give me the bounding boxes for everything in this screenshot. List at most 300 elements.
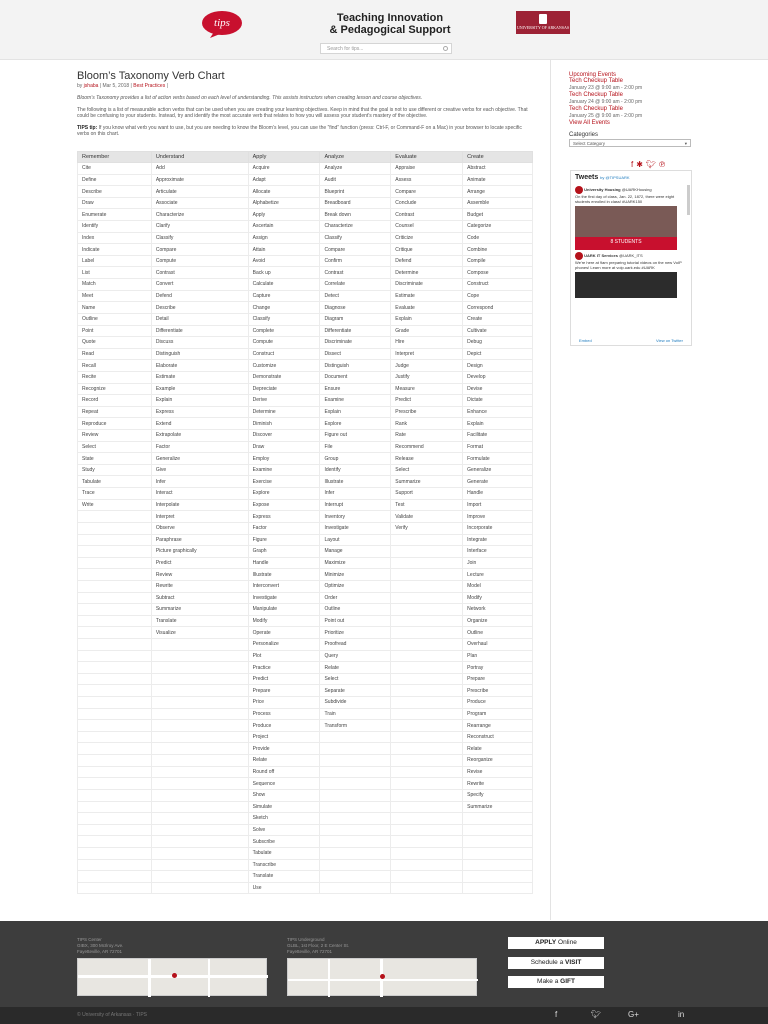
- table-cell: Code: [463, 232, 533, 244]
- table-cell: Detect: [320, 290, 391, 302]
- table-cell: Avoid: [248, 255, 320, 267]
- table-row: [78, 522, 533, 534]
- table-cell: [78, 755, 152, 767]
- table-row: [78, 824, 533, 836]
- table-cell: [320, 766, 391, 778]
- table-cell: Format: [463, 441, 533, 453]
- table-cell: Compile: [463, 255, 533, 267]
- embed-link[interactable]: Embed: [579, 338, 592, 343]
- avatar: [575, 252, 583, 260]
- table-row: [78, 430, 533, 442]
- table-cell: [391, 557, 463, 569]
- table-cell: [391, 836, 463, 848]
- table-cell: [320, 789, 391, 801]
- table-cell: Diagram: [320, 313, 391, 325]
- table-row: [78, 650, 533, 662]
- table-cell: [391, 847, 463, 859]
- table-cell: Graph: [248, 546, 320, 558]
- table-row: [78, 255, 533, 267]
- author-link[interactable]: jshaba: [83, 83, 99, 89]
- schedule-visit-button[interactable]: [508, 957, 604, 969]
- table-row: [78, 267, 533, 279]
- table-cell: Explore: [248, 488, 320, 500]
- table-cell: Subtract: [151, 592, 248, 604]
- table-cell: Elaborate: [151, 360, 248, 372]
- table-cell: Predict: [391, 395, 463, 407]
- table-cell: [151, 720, 248, 732]
- table-cell: Breadboard: [320, 197, 391, 209]
- table-cell: [151, 836, 248, 848]
- table-row: [78, 313, 533, 325]
- table-cell: Arrange: [463, 186, 533, 198]
- table-cell: [151, 801, 248, 813]
- table-cell: [391, 720, 463, 732]
- table-cell: Prescribe: [391, 406, 463, 418]
- table-row: [78, 546, 533, 558]
- table-cell: Interpret: [151, 511, 248, 523]
- table-cell: Rank: [391, 418, 463, 430]
- tweets-by[interactable]: by @TIPSUARK: [600, 175, 630, 180]
- table-cell: Evaluate: [391, 302, 463, 314]
- table-cell: Assemble: [463, 197, 533, 209]
- table-row: [78, 720, 533, 732]
- table-cell: Maximize: [320, 557, 391, 569]
- table-cell: Index: [78, 232, 152, 244]
- table-cell: Relate: [248, 755, 320, 767]
- linkedin-icon[interactable]: in: [678, 1010, 685, 1019]
- table-cell: Select: [320, 673, 391, 685]
- table-cell: Project: [248, 731, 320, 743]
- site-footer: [0, 921, 768, 1007]
- table-cell: [391, 592, 463, 604]
- search-icon[interactable]: [443, 46, 448, 51]
- table-cell: Explore: [320, 418, 391, 430]
- table-cell: Reconstruct: [463, 731, 533, 743]
- table-cell: Personalize: [248, 638, 320, 650]
- table-cell: Join: [463, 557, 533, 569]
- table-cell: Outline: [78, 313, 152, 325]
- table-cell: [320, 801, 391, 813]
- table-cell: [391, 824, 463, 836]
- table-cell: Reproduce: [78, 418, 152, 430]
- table-cell: Prepare: [463, 673, 533, 685]
- table-cell: Construct: [463, 279, 533, 291]
- table-cell: [78, 534, 152, 546]
- table-cell: [78, 604, 152, 616]
- table-cell: Order: [320, 592, 391, 604]
- table-cell: Add: [151, 163, 248, 175]
- table-cell: Modify: [248, 615, 320, 627]
- chevron-down-icon: ▾: [684, 141, 687, 146]
- table-row: [78, 813, 533, 825]
- table-cell: Rewrite: [463, 778, 533, 790]
- address-title: TIPS Underground: [287, 937, 325, 942]
- table-cell: Diagnose: [320, 302, 391, 314]
- table-cell: [78, 871, 152, 883]
- table-cell: Produce: [248, 720, 320, 732]
- table-cell: Import: [463, 499, 533, 511]
- table-cell: Practice: [248, 662, 320, 674]
- search-placeholder: Search for tips...: [327, 46, 364, 52]
- table-cell: Handle: [248, 557, 320, 569]
- table-cell: [151, 778, 248, 790]
- bottom-bar: [0, 1007, 768, 1024]
- table-cell: Complete: [248, 325, 320, 337]
- table-cell: [391, 731, 463, 743]
- table-row: [78, 743, 533, 755]
- table-cell: Confirm: [320, 255, 391, 267]
- table-row: [78, 232, 533, 244]
- table-cell: Example: [151, 383, 248, 395]
- table-cell: Ensure: [320, 383, 391, 395]
- map-tips-underground[interactable]: [287, 958, 477, 996]
- table-cell: Characterize: [320, 221, 391, 233]
- table-cell: Depreciate: [248, 383, 320, 395]
- page-title: Bloom’s Taxonomy Verb Chart: [77, 70, 225, 82]
- table-cell: Characterize: [151, 209, 248, 221]
- event-date: January 25 @ 9:00 am - 2:00 pm: [569, 113, 643, 119]
- table-cell: [78, 627, 152, 639]
- column-header: Remember: [78, 152, 152, 163]
- map-road: [208, 959, 210, 997]
- table-cell: Demonstrate: [248, 371, 320, 383]
- table-row: [78, 221, 533, 233]
- table-cell: [78, 836, 152, 848]
- table-cell: Interact: [151, 488, 248, 500]
- tweet-image[interactable]: [575, 272, 677, 298]
- table-cell: Recall: [78, 360, 152, 372]
- address-tips-center: [77, 937, 123, 955]
- tips-tip: [77, 125, 533, 137]
- table-cell: Capture: [248, 290, 320, 302]
- table-cell: Visualize: [151, 627, 248, 639]
- table-cell: Devise: [463, 383, 533, 395]
- view-all-events-link[interactable]: View All Events: [569, 120, 610, 126]
- table-cell: Contrast: [320, 267, 391, 279]
- table-cell: Picture graphically: [151, 546, 248, 558]
- tips-logo[interactable]: [200, 10, 244, 38]
- table-cell: Diminish: [248, 418, 320, 430]
- table-row: [78, 302, 533, 314]
- table-cell: [320, 847, 391, 859]
- table-cell: [391, 708, 463, 720]
- flickr-icon[interactable]: ✱: [636, 160, 646, 169]
- table-cell: Criticize: [391, 232, 463, 244]
- table-row: [78, 580, 533, 592]
- table-cell: Develop: [463, 371, 533, 383]
- event-title-link[interactable]: Tech Checkup Table: [569, 78, 623, 84]
- table-cell: [78, 766, 152, 778]
- table-cell: Lecture: [463, 569, 533, 581]
- table-cell: Select: [78, 441, 152, 453]
- table-cell: [391, 580, 463, 592]
- table-cell: Analyze: [320, 163, 391, 175]
- table-cell: Animate: [463, 174, 533, 186]
- table-cell: Debug: [463, 337, 533, 349]
- event-title-link[interactable]: Tech Checkup Table: [569, 106, 623, 112]
- timeline-scrollbar[interactable]: [687, 185, 690, 215]
- address-line: Fayetteville, AR 72701: [287, 949, 333, 954]
- table-cell: Transcribe: [248, 859, 320, 871]
- table-row: [78, 604, 533, 616]
- event-date: January 23 @ 9:00 am - 2:00 pm: [569, 85, 643, 91]
- table-cell: [78, 697, 152, 709]
- table-cell: Figure: [248, 534, 320, 546]
- table-cell: Convert: [151, 279, 248, 291]
- table-cell: Give: [151, 464, 248, 476]
- table-cell: Back up: [248, 267, 320, 279]
- table-row: [78, 697, 533, 709]
- table-cell: Label: [78, 255, 152, 267]
- table-cell: Adapt: [248, 174, 320, 186]
- map-road: [288, 979, 478, 981]
- table-cell: [391, 766, 463, 778]
- table-cell: Summarize: [151, 604, 248, 616]
- table-cell: Recommend: [391, 441, 463, 453]
- table-cell: Assign: [248, 232, 320, 244]
- tweet[interactable]: [575, 252, 687, 270]
- table-row: [78, 360, 533, 372]
- button-bold: VISIT: [565, 959, 582, 966]
- table-cell: [78, 708, 152, 720]
- table-cell: Recognize: [78, 383, 152, 395]
- table-cell: Compare: [151, 244, 248, 256]
- table-row: [78, 731, 533, 743]
- table-cell: [151, 882, 248, 894]
- table-cell: Optimize: [320, 580, 391, 592]
- table-cell: Estimate: [391, 290, 463, 302]
- table-cell: Rewrite: [151, 580, 248, 592]
- table-row: [78, 871, 533, 883]
- pinterest-icon[interactable]: ℗: [659, 160, 668, 169]
- table-row: [78, 847, 533, 859]
- table-cell: Support: [391, 488, 463, 500]
- table-cell: Create: [463, 313, 533, 325]
- table-cell: Measure: [391, 383, 463, 395]
- table-cell: Employ: [248, 453, 320, 465]
- table-cell: Extend: [151, 418, 248, 430]
- google-plus-icon[interactable]: G+: [628, 1010, 639, 1019]
- table-row: [78, 174, 533, 186]
- table-cell: Show: [248, 789, 320, 801]
- table-cell: Subscribe: [248, 836, 320, 848]
- table-cell: [391, 789, 463, 801]
- table-cell: Indicate: [78, 244, 152, 256]
- brand-line-2: & Pedagogical Support: [329, 24, 451, 36]
- table-cell: [78, 592, 152, 604]
- table-row: [78, 511, 533, 523]
- table-cell: [78, 546, 152, 558]
- table-cell: Depict: [463, 348, 533, 360]
- tweet[interactable]: [575, 186, 687, 204]
- table-cell: Repeat: [78, 406, 152, 418]
- table-cell: Portray: [463, 662, 533, 674]
- table-cell: Compare: [320, 244, 391, 256]
- table-cell: [151, 789, 248, 801]
- map-tips-center[interactable]: [77, 958, 267, 996]
- table-cell: [463, 882, 533, 894]
- table-cell: Integrate: [463, 534, 533, 546]
- table-cell: Infer: [320, 488, 391, 500]
- table-cell: Ascertain: [248, 221, 320, 233]
- table-cell: [391, 697, 463, 709]
- table-cell: Study: [78, 464, 152, 476]
- table-cell: Determine: [391, 267, 463, 279]
- table-cell: Specify: [463, 789, 533, 801]
- table-cell: [151, 813, 248, 825]
- facebook-icon[interactable]: f: [631, 160, 637, 169]
- table-cell: Examine: [320, 395, 391, 407]
- tweets-header: [571, 171, 691, 184]
- search-input[interactable]: [320, 43, 452, 54]
- table-cell: Break down: [320, 209, 391, 221]
- events-heading: Upcoming Events: [569, 72, 617, 78]
- facebook-icon[interactable]: f: [555, 1010, 558, 1019]
- table-cell: Categorize: [463, 221, 533, 233]
- table-cell: [391, 638, 463, 650]
- table-cell: Interpret: [391, 348, 463, 360]
- site-brand[interactable]: [290, 12, 490, 36]
- table-cell: Sketch: [248, 813, 320, 825]
- table-cell: Grade: [391, 325, 463, 337]
- table-row: [78, 534, 533, 546]
- table-cell: [78, 847, 152, 859]
- table-cell: Customize: [248, 360, 320, 372]
- table-cell: Allocate: [248, 186, 320, 198]
- table-cell: Tabulate: [78, 476, 152, 488]
- table-cell: Infer: [151, 476, 248, 488]
- event-title-link[interactable]: Tech Checkup Table: [569, 92, 623, 98]
- table-cell: [78, 615, 152, 627]
- table-cell: [78, 673, 152, 685]
- table-cell: Classify: [151, 232, 248, 244]
- twitter-icon[interactable]: 🐦︎: [591, 1010, 602, 1019]
- table-cell: Overhaul: [463, 638, 533, 650]
- table-cell: Derive: [248, 395, 320, 407]
- twitter-icon[interactable]: 🐦︎: [645, 160, 660, 169]
- table-cell: [391, 569, 463, 581]
- table-row: [78, 186, 533, 198]
- table-cell: Contrast: [391, 209, 463, 221]
- tweet-image[interactable]: [575, 206, 677, 250]
- table-cell: Judge: [391, 360, 463, 372]
- table-row: [78, 766, 533, 778]
- table-row: [78, 464, 533, 476]
- button-bold: GIFT: [560, 978, 575, 985]
- table-cell: [320, 778, 391, 790]
- table-cell: Express: [248, 511, 320, 523]
- table-cell: Articulate: [151, 186, 248, 198]
- table-cell: Differentiate: [151, 325, 248, 337]
- make-gift-button[interactable]: [508, 976, 604, 988]
- table-cell: Distinguish: [151, 348, 248, 360]
- table-cell: Translate: [151, 615, 248, 627]
- table-cell: Defend: [151, 290, 248, 302]
- avatar: [575, 186, 583, 194]
- table-cell: Review: [78, 430, 152, 442]
- table-cell: Cultivate: [463, 325, 533, 337]
- table-cell: Transform: [320, 720, 391, 732]
- table-cell: Solve: [248, 824, 320, 836]
- event-date: January 24 @ 9:00 am - 2:00 pm: [569, 99, 643, 105]
- table-cell: Predict: [248, 673, 320, 685]
- table-cell: Manipulate: [248, 604, 320, 616]
- table-cell: Compare: [391, 186, 463, 198]
- table-cell: [320, 871, 391, 883]
- table-cell: Subdivide: [320, 697, 391, 709]
- timeline-footer: [579, 338, 683, 343]
- table-cell: Point out: [320, 615, 391, 627]
- table-row: [78, 789, 533, 801]
- column-header: Create: [463, 152, 533, 163]
- logo-text: tips: [214, 17, 230, 29]
- table-row: [78, 662, 533, 674]
- table-cell: Assess: [391, 174, 463, 186]
- button-label: Online: [556, 939, 577, 946]
- table-cell: [78, 685, 152, 697]
- table-cell: [320, 859, 391, 871]
- table-cell: [151, 685, 248, 697]
- table-cell: Explain: [151, 395, 248, 407]
- table-cell: Detail: [151, 313, 248, 325]
- category-select[interactable]: [569, 139, 691, 147]
- column-header: Evaluate: [391, 152, 463, 163]
- table-cell: Factor: [151, 441, 248, 453]
- table-cell: Abstract: [463, 163, 533, 175]
- table-cell: Tabulate: [248, 847, 320, 859]
- sidebar-divider: [550, 60, 551, 920]
- table-cell: Discriminate: [320, 337, 391, 349]
- table-cell: [78, 824, 152, 836]
- view-on-twitter-link[interactable]: View on Twitter: [656, 338, 683, 343]
- category-link[interactable]: Best Practices: [133, 83, 166, 89]
- address-title: TIPS Center: [77, 937, 102, 942]
- table-cell: Alphabetize: [248, 197, 320, 209]
- map-road: [148, 959, 151, 997]
- table-cell: [391, 615, 463, 627]
- table-cell: [391, 662, 463, 674]
- table-cell: Relate: [463, 743, 533, 755]
- table-cell: Hire: [391, 337, 463, 349]
- table-row: [78, 395, 533, 407]
- table-cell: Train: [320, 708, 391, 720]
- university-logo[interactable]: [516, 11, 570, 34]
- table-cell: Plan: [463, 650, 533, 662]
- table-cell: Cite: [78, 163, 152, 175]
- button-label: Schedule a: [530, 959, 566, 966]
- table-cell: [391, 801, 463, 813]
- map-road: [328, 959, 330, 997]
- tweet-text: On the first day of class, Jan. 22, 1872, there were eight students enrolled in class! #UARK150: [575, 194, 675, 204]
- table-cell: Model: [463, 580, 533, 592]
- table-cell: [463, 847, 533, 859]
- table-cell: Classify: [320, 232, 391, 244]
- table-cell: Critique: [391, 244, 463, 256]
- address-tips-underground: [287, 937, 349, 955]
- table-cell: Query: [320, 650, 391, 662]
- table-cell: Simulate: [248, 801, 320, 813]
- table-cell: Improve: [463, 511, 533, 523]
- table-header-row: [78, 152, 533, 163]
- table-cell: Acquire: [248, 163, 320, 175]
- table-cell: [391, 673, 463, 685]
- table-cell: Investigate: [320, 522, 391, 534]
- twitter-timeline[interactable]: [570, 170, 692, 346]
- table-cell: [151, 743, 248, 755]
- apply-online-button[interactable]: [508, 937, 604, 949]
- table-cell: Record: [78, 395, 152, 407]
- table-cell: Formulate: [463, 453, 533, 465]
